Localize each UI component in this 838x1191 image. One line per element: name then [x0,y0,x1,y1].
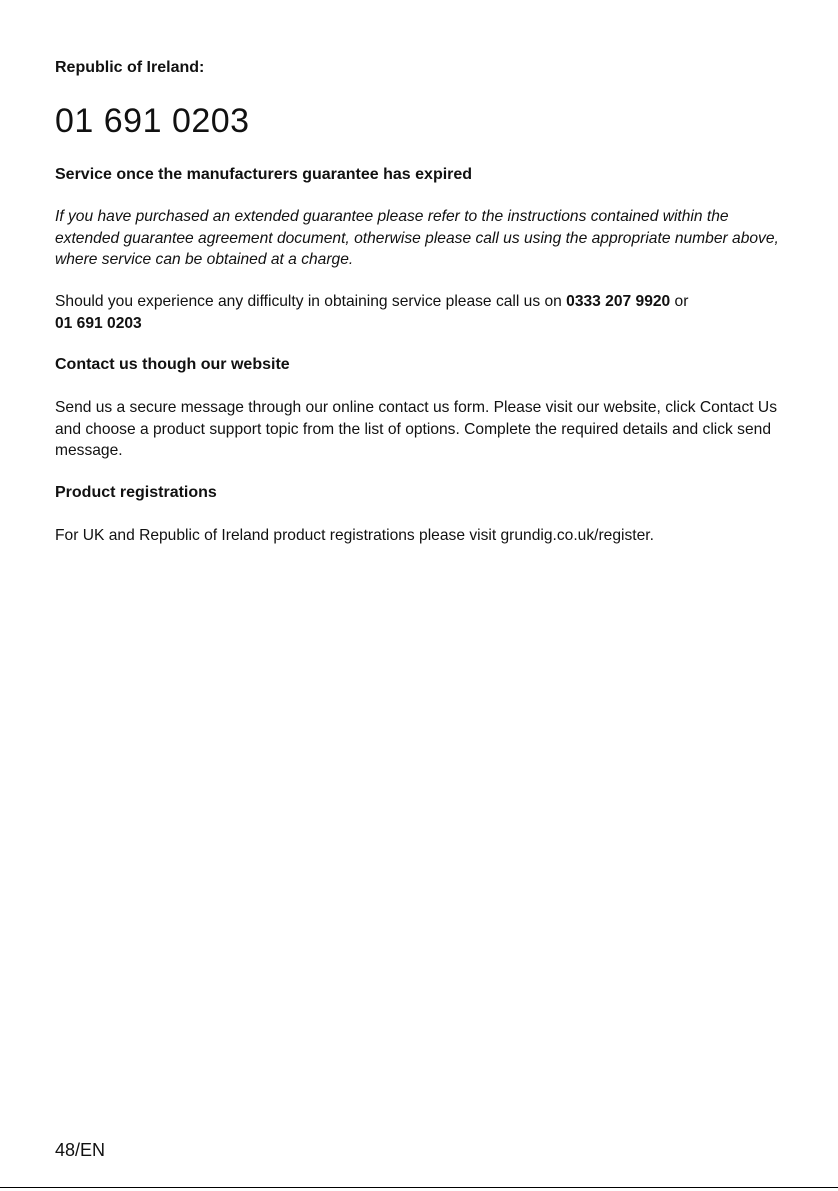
difficulty-phone-uk: 0333 207 9920 [566,293,671,310]
registrations-paragraph: For UK and Republic of Ireland product registrations please visit grundig.co.uk/register. [55,527,654,544]
registrations-heading: Product registrations [55,484,217,501]
roi-heading: Republic of Ireland: [55,59,205,76]
website-paragraph: Send us a secure message through our online contact us form. Please visit our website, click Contact Us and choose a product support topic from the list of options. Complete the required details and click send message. [55,399,777,459]
difficulty-or: or [670,293,689,310]
roi-phone-number: 01 691 0203 [55,102,250,140]
website-heading: Contact us though our website [55,356,290,373]
service-paragraph: If you have purchased an extended guarantee please refer to the instructions contained within the extended guarantee agreement document, otherwise please call us using the appropriate number above, where service can be obtained at a charge. [55,208,779,268]
service-heading: Service once the manufacturers guarantee has expired [55,166,473,183]
bottom-divider [0,1187,838,1188]
difficulty-prefix: Should you experience any difficulty in obtaining service please call us on [55,293,567,310]
difficulty-paragraph [55,291,790,334]
page-number: 48/EN [55,1140,106,1160]
difficulty-phone-roi: 01 691 0203 [55,314,142,332]
